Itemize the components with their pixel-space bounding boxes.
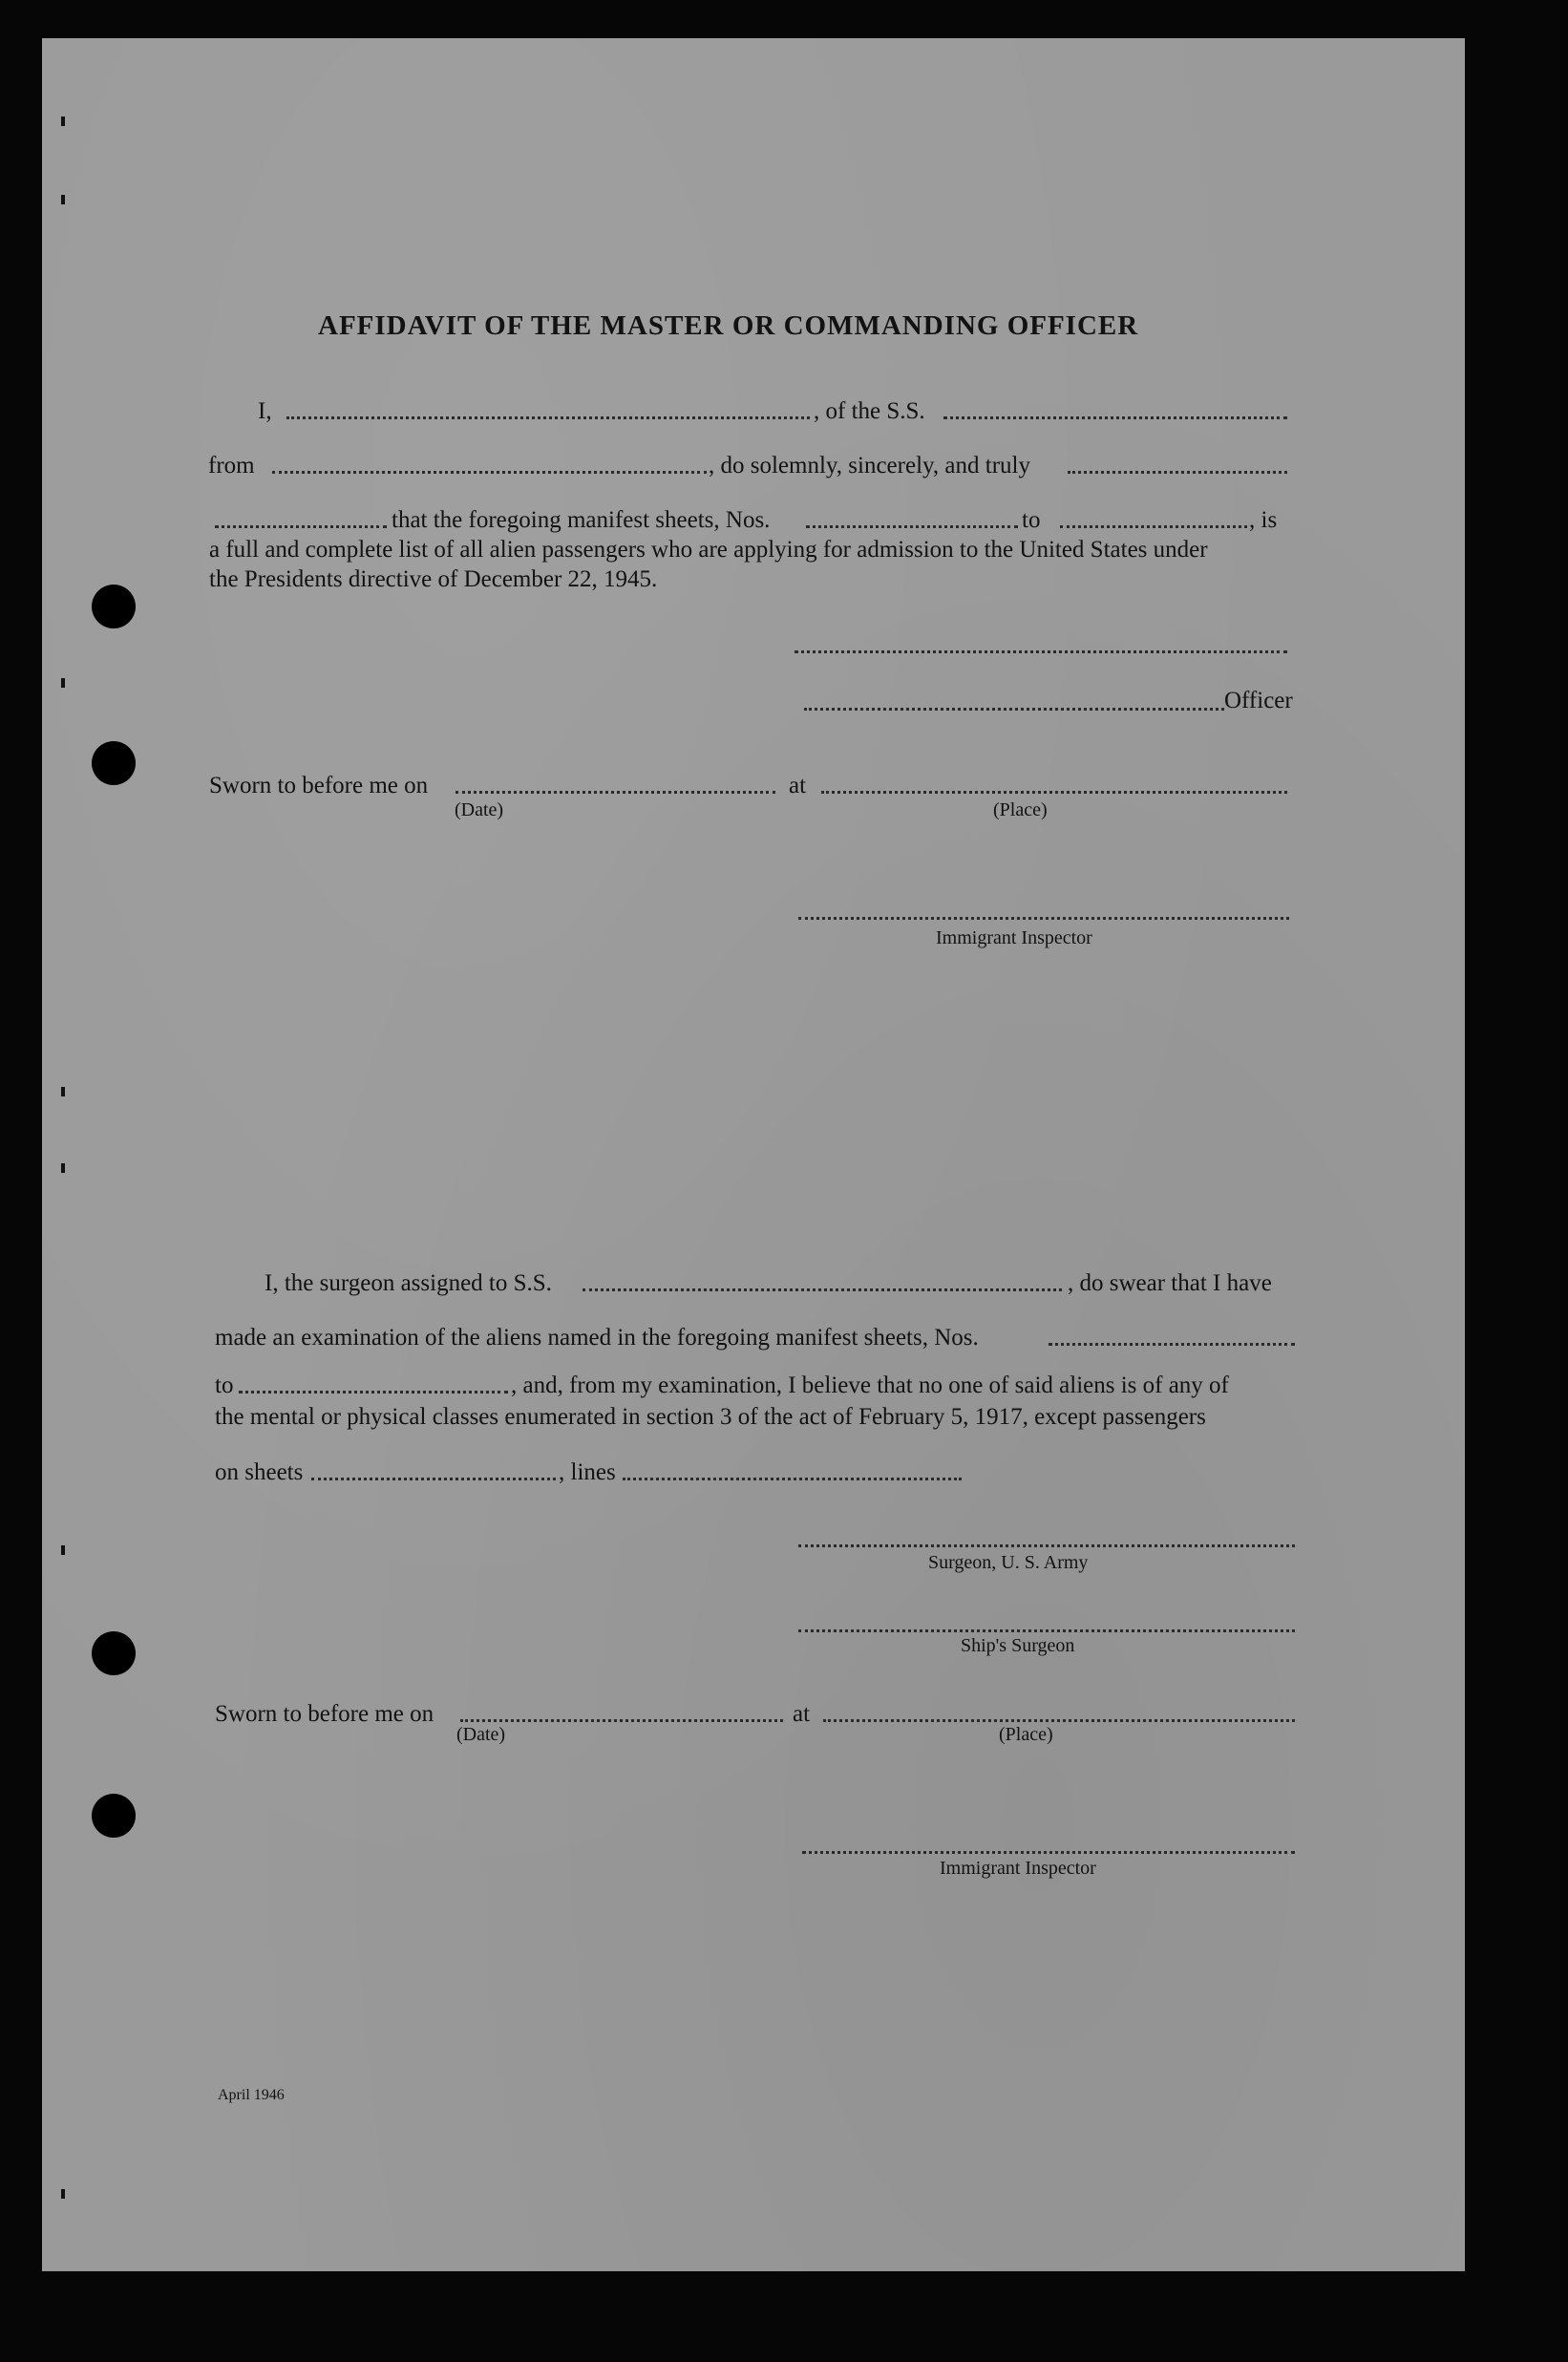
officer-label: Officer (1224, 688, 1293, 713)
inspector-caption: Immigrant Inspector (936, 927, 1092, 948)
document-page (42, 38, 1465, 2271)
oath-continued-field[interactable] (215, 525, 387, 528)
margin-mark (61, 2189, 65, 2199)
margin-mark (61, 1087, 65, 1096)
is-label: , is (1249, 507, 1278, 533)
surgeon-statement-line: the mental or physical classes enumerated in section 3 of the act of February 5, 1917, except passengers (215, 1404, 1206, 1430)
surgeon-at-label: at (793, 1701, 811, 1727)
sheets-from-field[interactable] (806, 525, 1018, 528)
sworn-date-field[interactable] (456, 791, 775, 794)
punch-hole (92, 585, 136, 628)
margin-mark (61, 195, 65, 204)
master-signature-line[interactable] (795, 650, 1287, 653)
surgeon-sheets-to-field[interactable] (239, 1391, 508, 1394)
punch-hole (92, 741, 136, 785)
form-revision-date: April 1946 (218, 2087, 285, 2103)
except-lines-field[interactable] (623, 1478, 962, 1480)
surgeon-sheets-from-field[interactable] (1049, 1343, 1295, 1346)
margin-mark (61, 117, 65, 126)
manifest-sheets-label: that the foregoing manifest sheets, Nos. (392, 507, 771, 533)
surgeon-swear-text: , do swear that I have (1068, 1270, 1272, 1296)
surgeon-sworn-date-field[interactable] (460, 1719, 783, 1722)
surgeon-sworn-place-field[interactable] (823, 1719, 1295, 1722)
surgeon-place-caption: (Place) (999, 1724, 1053, 1745)
ships-surgeon-signature-line[interactable] (798, 1629, 1295, 1632)
on-sheets-label: on sheets (215, 1459, 304, 1485)
from-port-field[interactable] (272, 471, 707, 474)
surgeon-line-start: I, the surgeon assigned to S.S. (265, 1270, 552, 1296)
date-caption: (Date) (455, 799, 504, 820)
of-ss-label: , of the S.S. (814, 398, 925, 424)
form-title: AFFIDAVIT OF THE MASTER OR COMMANDING OFFICER (318, 310, 1139, 341)
sworn-label: Sworn to before me on (209, 773, 429, 798)
army-surgeon-signature-line[interactable] (798, 1544, 1295, 1547)
master-name-field[interactable] (286, 416, 810, 419)
surgeon-ship-field[interactable] (583, 1288, 1062, 1291)
surgeon-inspector-caption: Immigrant Inspector (940, 1858, 1096, 1879)
surgeon-to-label: to (215, 1373, 234, 1398)
surgeon-exam-text: made an examination of the aliens named in the foregoing manifest sheets, Nos. (215, 1325, 979, 1351)
sworn-place-field[interactable] (821, 791, 1287, 794)
officer-signature-line[interactable] (804, 708, 1224, 711)
surgeon-sworn-label: Sworn to before me on (215, 1701, 434, 1727)
surgeon-date-caption: (Date) (456, 1724, 506, 1745)
ships-surgeon-caption: Ship's Surgeon (961, 1635, 1075, 1656)
surgeon-exam-conclusion: , and, from my examination, I believe that no one of said aliens is of any of (511, 1373, 1229, 1398)
oath-field[interactable] (1068, 471, 1287, 474)
master-statement-line: the Presidents directive of December 22, 1945. (209, 566, 658, 592)
margin-mark (61, 1163, 65, 1173)
inspector-signature-line[interactable] (798, 917, 1289, 920)
except-sheets-field[interactable] (311, 1478, 556, 1480)
lines-label: , lines (559, 1459, 616, 1485)
punch-hole (92, 1794, 136, 1838)
at-label: at (789, 773, 807, 798)
from-label: from (208, 453, 255, 479)
surgeon-inspector-signature-line[interactable] (802, 1851, 1295, 1854)
margin-mark (61, 678, 65, 688)
punch-hole (92, 1631, 136, 1675)
swear-text: , do solemnly, sincerely, and truly (709, 453, 1030, 479)
place-caption: (Place) (993, 799, 1048, 820)
master-i-label: I, (258, 398, 272, 424)
master-statement-line: a full and complete list of all alien passengers who are applying for admission to the United States under (209, 537, 1208, 563)
master-ship-field[interactable] (943, 416, 1287, 419)
sheets-to-label: to (1022, 507, 1041, 533)
sheets-to-field[interactable] (1060, 525, 1247, 528)
army-surgeon-caption: Surgeon, U. S. Army (928, 1552, 1089, 1573)
margin-mark (61, 1545, 65, 1555)
